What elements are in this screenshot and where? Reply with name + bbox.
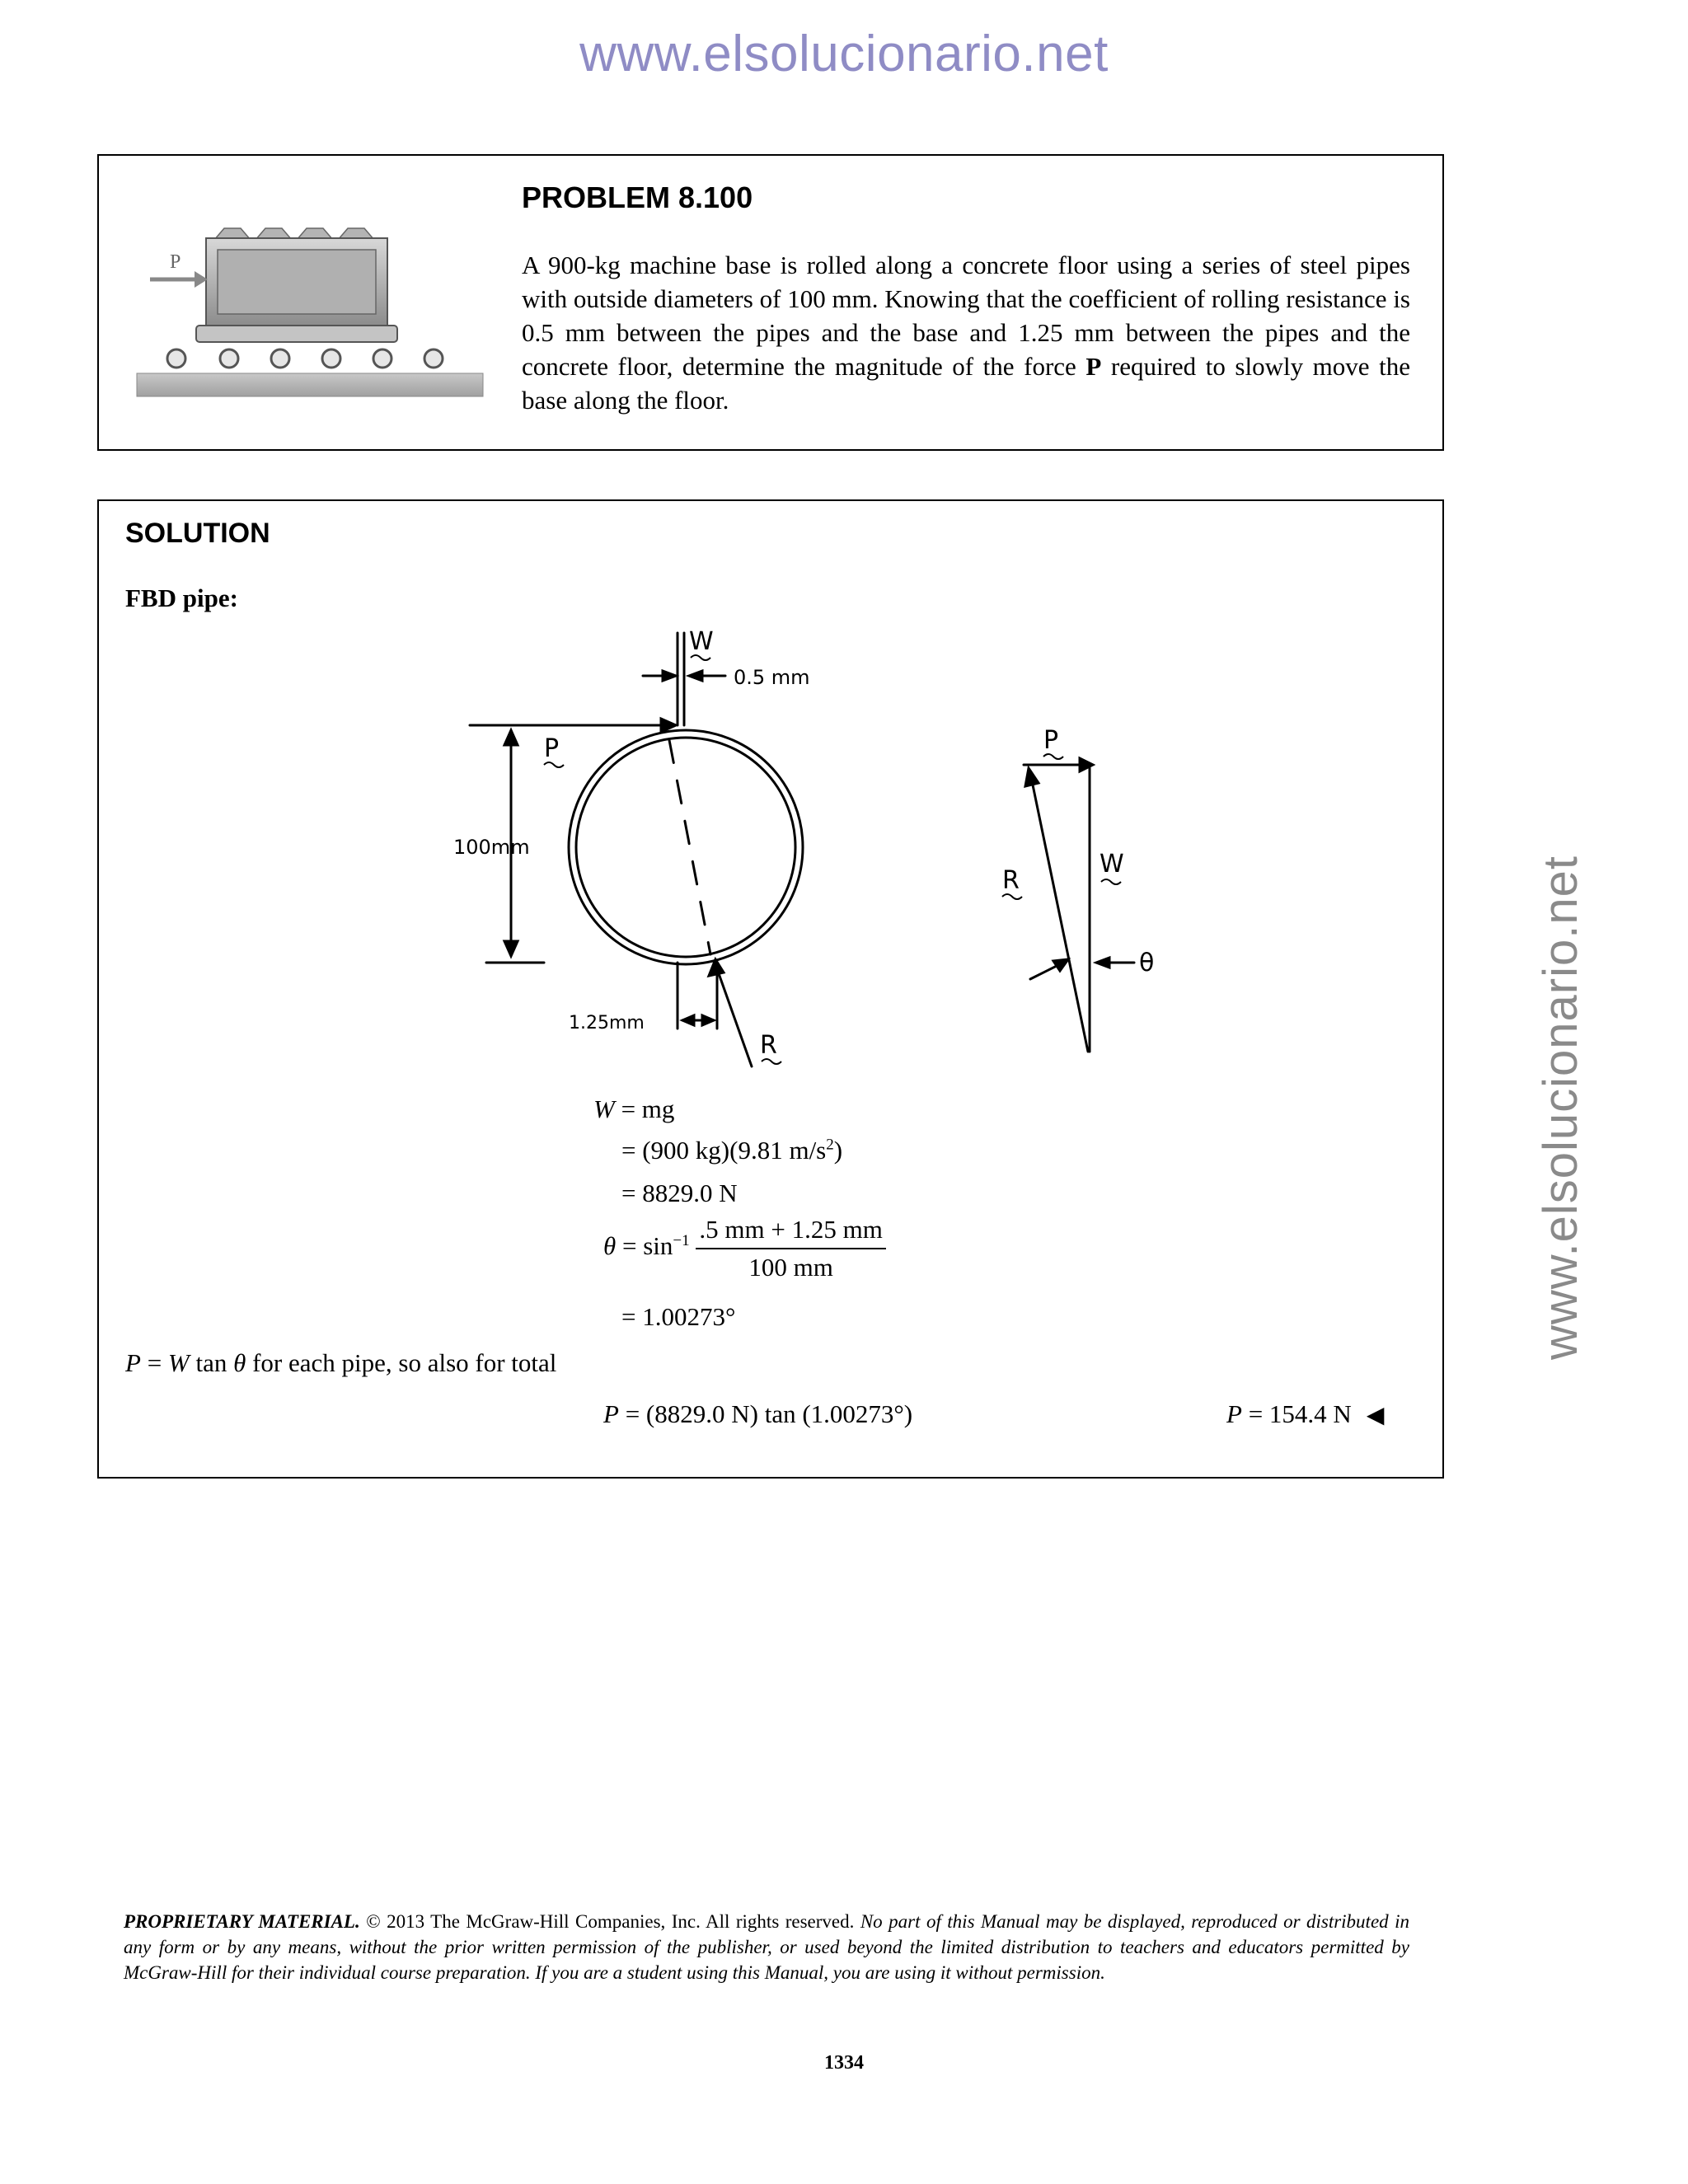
solution-box [97, 499, 1444, 1479]
problem-statement [522, 248, 1410, 417]
eq-p-each: P = W tan θ for each pipe, so also for total [125, 1348, 557, 1377]
eq-theta-result: = 1.00273° [621, 1302, 736, 1331]
base-bottom-plate [196, 326, 397, 342]
label-diameter: 100mm [453, 836, 530, 859]
dashed-line [669, 740, 710, 954]
eq-weight: W = mg [593, 1094, 675, 1123]
fbd-pipe-diagram [453, 616, 1195, 1078]
triangle-label-theta: θ [1139, 949, 1155, 977]
label-offset-bottom: 1.25mm [569, 1013, 645, 1033]
final-answer: P = 154.4 N ◀ [1226, 1399, 1385, 1428]
triangle-label-w: W [1100, 850, 1124, 879]
eq-weight-result: = 8829.0 N [621, 1179, 738, 1207]
r-force-line [715, 964, 752, 1066]
label-offset-top: 0.5 mm [734, 666, 810, 689]
eq-weight-values: = (900 kg)(9.81 $m/s^2$) [621, 1136, 843, 1165]
triangle-r [1030, 773, 1088, 1052]
force-label-p: P [170, 251, 181, 273]
triangle-label-p: P [1043, 726, 1059, 755]
problem-text-part1: A 900-kg machine base is rolled along a concrete floor using a series of steel pipes with outside diameters of 100 mm. Knowing that the coefficient of rolling resistance is 0.5 mm between the pipes and the base and 1.25 mm between the pipes and the concrete floor, determine the magnitude of the force [522, 251, 1410, 381]
solution-title: SOLUTION [125, 518, 270, 549]
fbd-label: FBD pipe: [125, 583, 238, 612]
eq-theta: $\theta = \sin^{-1}$ $\frac{.5 mm + 1.25 mm}{100 mm}$ [603, 1215, 886, 1282]
problem-title: PROBLEM 8.100 [522, 180, 753, 214]
watermark-top: www.elsolucionario.net [579, 26, 1109, 82]
label-r: R [760, 1031, 777, 1060]
eq-p-total: P = (8829.0 N) tan (1.00273°) [603, 1399, 913, 1428]
answer-marker-icon: ◀ [1366, 1403, 1385, 1428]
label-p: P [544, 734, 560, 763]
problem-text-bold: P [1085, 352, 1102, 381]
machine-base-figure [132, 189, 495, 419]
pipe-inner [576, 738, 795, 957]
copyright-footer: PROPRIETARY MATERIAL. © 2013 The McGraw-Hill Companies, Inc. All rights reserved. No part of this Manual may be displayed, reproduced or distributed in any form or by any means, without the prior written permission of the publisher, or used beyond the limited distribution to teachers and educators permitted by McGraw-Hill for their individual course preparation. If you are a student using this Manual, you are using it without permission. [124, 1911, 1409, 1983]
problem-text-part2: required to slowly move the base along the floor. [522, 352, 1410, 415]
problem-box [97, 154, 1444, 451]
steel-pipes [167, 349, 443, 368]
watermark-side: www.elsolucionario.net [1534, 855, 1587, 1360]
page-number: 1334 [824, 2052, 864, 2074]
concrete-floor [137, 373, 483, 396]
pipe-outer [569, 730, 803, 964]
label-w: W [689, 627, 714, 656]
triangle-label-r: R [1002, 866, 1020, 895]
